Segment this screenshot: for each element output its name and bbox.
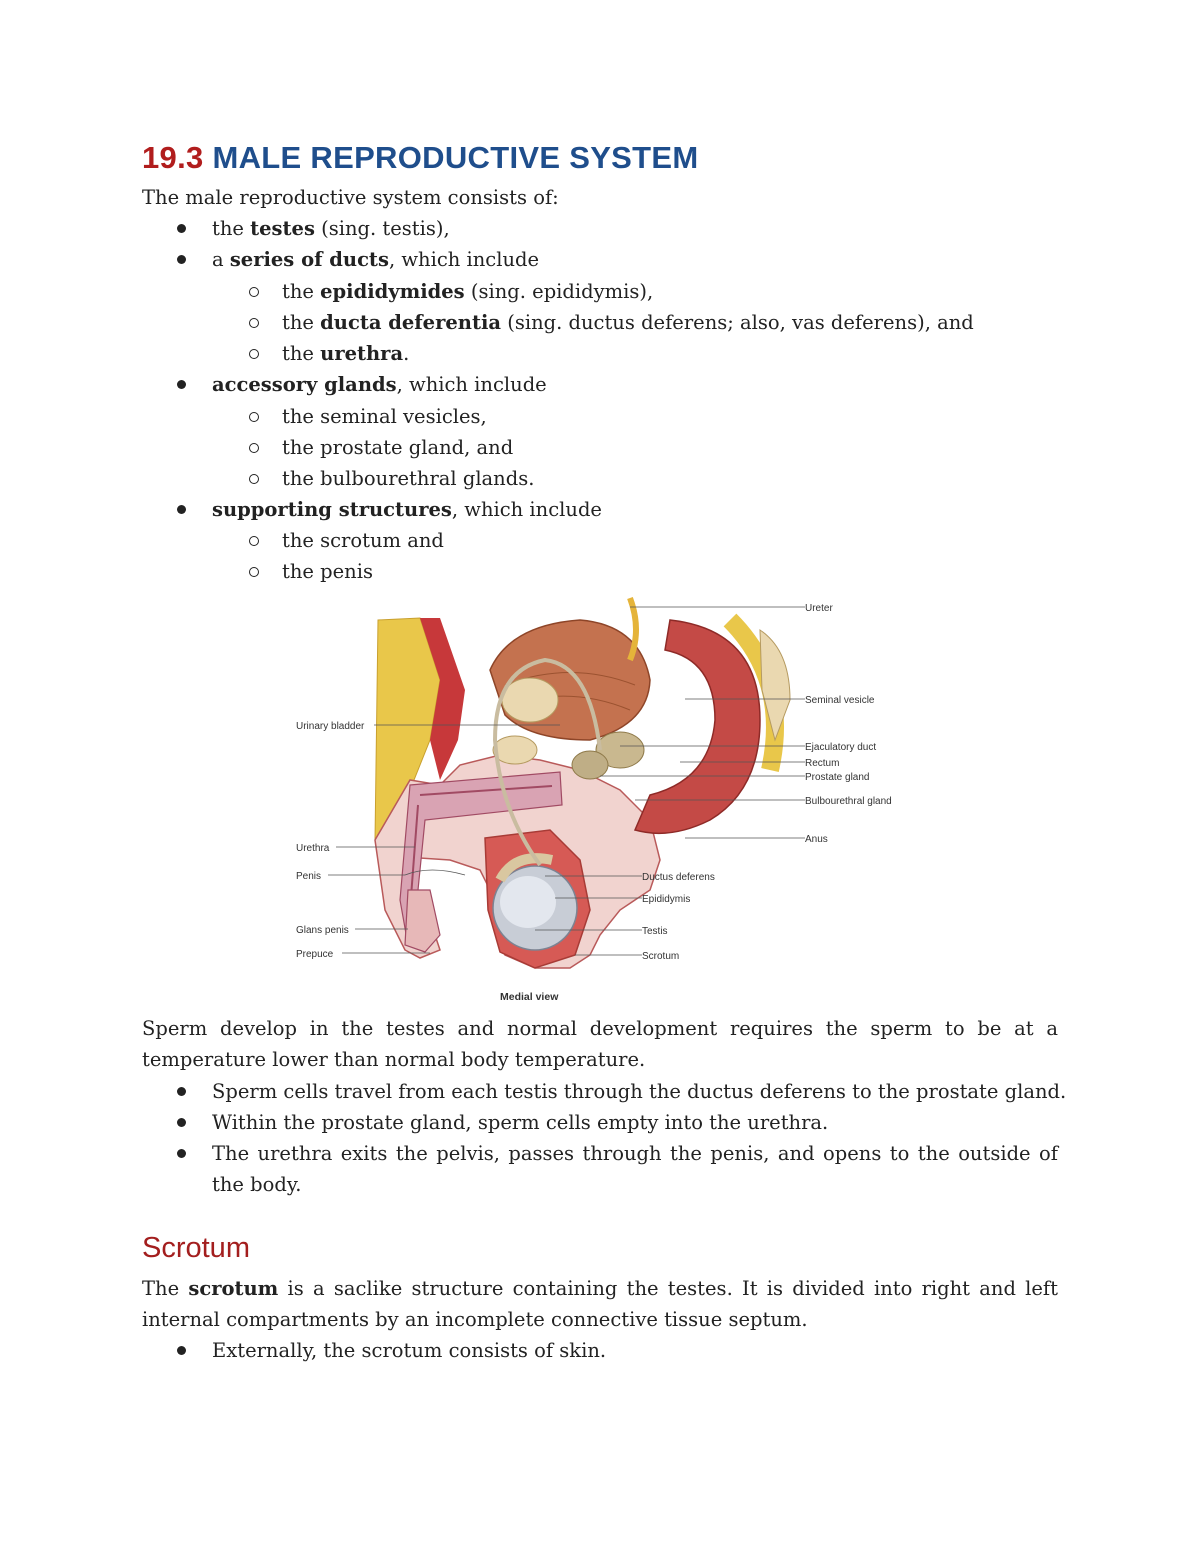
label-ductus-deferens: Ductus deferens	[642, 872, 715, 883]
list-item-seminal: the seminal vesicles,	[282, 405, 487, 428]
list-item-ducts: a series of ducts, which include	[212, 248, 540, 271]
section-heading	[142, 140, 699, 176]
bullet-icon	[177, 380, 186, 389]
label-seminal-vesicle: Seminal vesicle	[805, 695, 875, 706]
list-item-externally: Externally, the scrotum consists of skin.	[212, 1339, 607, 1362]
section-title: MALE REPRODUCTIVE SYSTEM	[212, 140, 699, 175]
hollow-bullet-icon	[249, 443, 259, 453]
list-item-penis: the penis	[282, 560, 373, 583]
bullet-icon	[177, 1149, 186, 1158]
paragraph-sperm: Sperm develop in the testes and normal development requires the sperm to be at a temperature lower than normal body temperature.	[142, 1017, 1058, 1071]
bullet-icon	[177, 1346, 186, 1355]
label-ejaculatory-duct: Ejaculatory duct	[805, 742, 877, 753]
hollow-bullet-icon	[249, 474, 259, 484]
bullet-icon	[177, 1118, 186, 1127]
list-item-testes: the testes (sing. testis),	[212, 217, 450, 240]
list-item-scrotum: the scrotum and	[282, 529, 444, 552]
hollow-bullet-icon	[249, 318, 259, 328]
hollow-bullet-icon	[249, 567, 259, 577]
intro-text: The male reproductive system consists of:	[142, 186, 559, 209]
scrotum-heading: Scrotum	[142, 1232, 250, 1264]
anatomy-figure	[290, 590, 920, 1010]
bullet-icon	[177, 255, 186, 264]
label-prostate-gland: Prostate gland	[805, 772, 870, 783]
label-ureter: Ureter	[805, 603, 833, 614]
scrotum-paragraph: The scrotum is a saclike structure containing the testes. It is divided into right and left internal compartments by an incomplete connective tissue septum.	[142, 1277, 1058, 1331]
label-rectum: Rectum	[805, 758, 840, 769]
bullet-icon	[177, 224, 186, 233]
list-item-sperm-travel: Sperm cells travel from each testis through the ductus deferens to the prostate gland.	[212, 1080, 1067, 1103]
list-item-prostate-empty: Within the prostate gland, sperm cells empty into the urethra.	[212, 1111, 829, 1134]
hollow-bullet-icon	[249, 536, 259, 546]
hollow-bullet-icon	[249, 412, 259, 422]
list-item-urethra-exit: The urethra exits the pelvis, passes through the penis, and opens to the outside of the body.	[212, 1142, 1058, 1196]
hollow-bullet-icon	[249, 287, 259, 297]
label-scrotum: Scrotum	[642, 951, 680, 962]
list-item-accessory: accessory glands, which include	[212, 373, 547, 396]
list-item-ducta: the ducta deferentia (sing. ductus deferens; also, vas deferens), and	[282, 311, 974, 334]
figure-caption: Medial view	[500, 991, 559, 1003]
label-epididymis: Epididymis	[642, 894, 691, 905]
list-item-urethra: the urethra.	[282, 342, 410, 365]
label-anus: Anus	[805, 834, 828, 845]
list-item-prostate: the prostate gland, and	[282, 436, 514, 459]
list-item-epididymides: the epididymides (sing. epididymis),	[282, 280, 654, 303]
label-bulbourethral-gland: Bulbourethral gland	[805, 796, 892, 807]
anatomy-illustration	[290, 590, 920, 1010]
list-item-bulbourethral: the bulbourethral glands.	[282, 467, 535, 490]
label-glans-penis: Glans penis	[296, 925, 349, 936]
label-urethra: Urethra	[296, 843, 330, 854]
section-number: 19.3	[142, 140, 204, 175]
bullet-icon	[177, 1087, 186, 1096]
hollow-bullet-icon	[249, 349, 259, 359]
label-testis: Testis	[642, 926, 668, 937]
list-item-supporting: supporting structures, which include	[212, 498, 602, 521]
label-prepuce: Prepuce	[296, 949, 334, 960]
bullet-icon	[177, 505, 186, 514]
label-urinary-bladder: Urinary bladder	[296, 721, 365, 732]
label-penis: Penis	[296, 871, 322, 882]
